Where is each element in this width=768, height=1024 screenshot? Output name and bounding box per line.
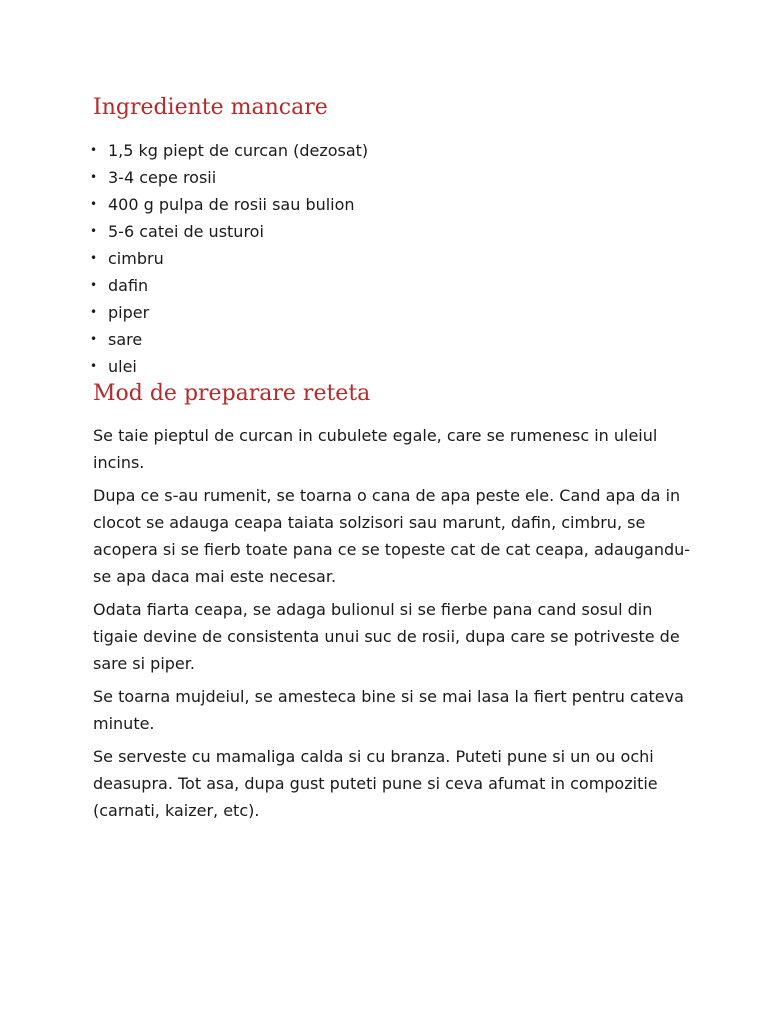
ingredient-item xyxy=(90,299,368,326)
bullet-icon: • xyxy=(90,197,98,211)
bullet-icon: • xyxy=(90,278,98,292)
bullet-icon: • xyxy=(90,251,98,265)
method-paragraph: Se serveste cu mamaliga calda si cu branza. Puteti pune si un ou ochi deasupra. Tot asa, dupa gust puteti pune si ceva afumat in compozitie (carnati, kaizer, etc). xyxy=(93,747,658,820)
ingredients-list xyxy=(90,137,368,380)
ingredient-text: piper xyxy=(108,303,150,322)
method-paragraph: Dupa ce s-au rumenit, se toarna o cana de apa peste ele. Cand apa da in clocot se adauga ceapa taiata solzisori sau marunt, dafin, cimbru, se acopera si se fierb toate pana ce se topeste cat de cat ceapa, adaugandu-se apa daca mai este necesar. xyxy=(93,486,691,586)
ingredient-text: 3-4 cepe rosii xyxy=(108,168,217,187)
ingredient-item xyxy=(90,245,368,272)
method-paragraph: Odata fiarta ceapa, se adaga bulionul si se fierbe pana cand sosul din tigaie devine de consistenta unui suc de rosii, dupa care se potriveste de sare si piper. xyxy=(93,600,680,673)
bullet-icon: • xyxy=(90,143,98,157)
ingredient-item xyxy=(90,353,368,380)
ingredient-text: cimbru xyxy=(108,249,164,268)
ingredient-text: sare xyxy=(108,330,143,349)
ingredient-item xyxy=(90,164,368,191)
method-steps xyxy=(93,422,693,830)
bullet-icon: • xyxy=(90,224,98,238)
bullet-icon: • xyxy=(90,170,98,184)
method-paragraph: Se taie pieptul de curcan in cubulete egale, care se rumenesc in uleiul incins. xyxy=(93,426,658,472)
ingredient-text: 5-6 catei de usturoi xyxy=(108,222,264,241)
ingredient-item xyxy=(90,191,368,218)
method-heading: Mod de preparare reteta xyxy=(93,381,371,406)
bullet-icon: • xyxy=(90,305,98,319)
bullet-icon: • xyxy=(90,359,98,373)
method-paragraph: Se toarna mujdeiul, se amesteca bine si se mai lasa la fiert pentru cateva minute. xyxy=(93,687,684,733)
ingredient-text: dafin xyxy=(108,276,149,295)
ingredients-heading: Ingrediente mancare xyxy=(93,95,328,120)
ingredient-item xyxy=(90,272,368,299)
bullet-icon: • xyxy=(90,332,98,346)
ingredient-text: 1,5 kg piept de curcan (dezosat) xyxy=(108,141,369,160)
ingredient-text: ulei xyxy=(108,357,137,376)
ingredient-item xyxy=(90,326,368,353)
ingredient-item xyxy=(90,218,368,245)
ingredient-text: 400 g pulpa de rosii sau bulion xyxy=(108,195,355,214)
ingredient-item xyxy=(90,137,368,164)
